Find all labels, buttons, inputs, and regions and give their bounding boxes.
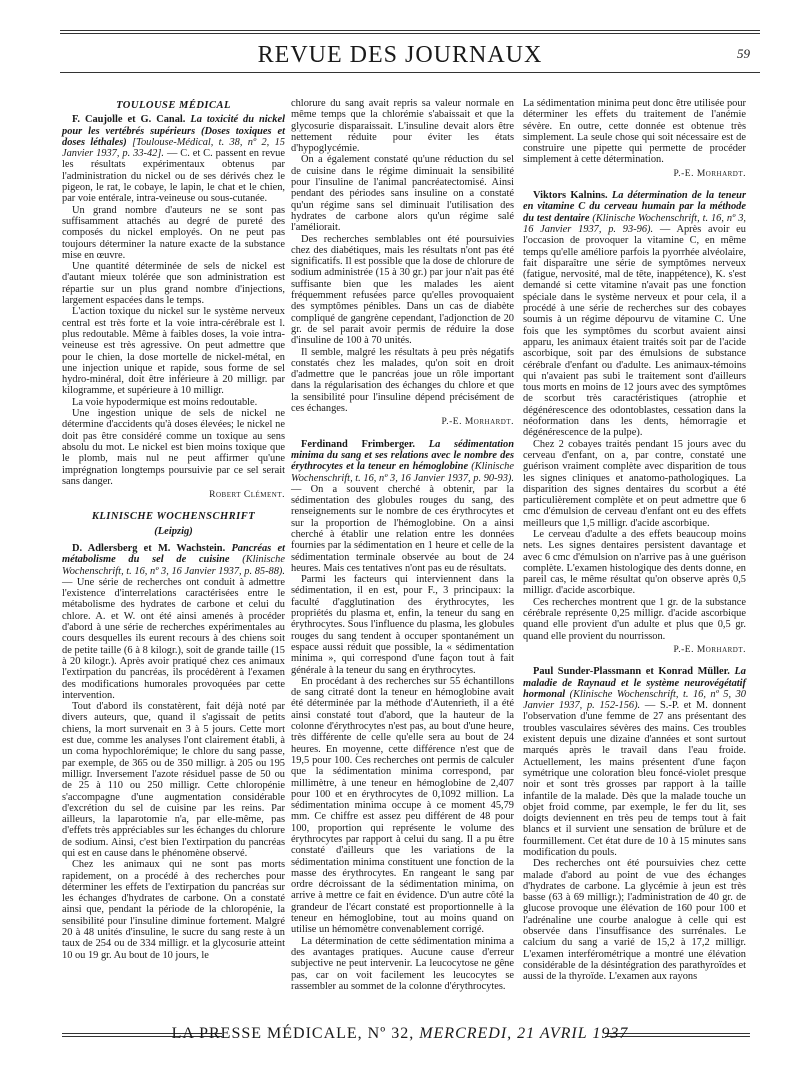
- section-subheading: (Leipzig): [154, 525, 193, 537]
- column-1: [62, 98, 285, 961]
- signature: Robert Clément.: [209, 490, 285, 501]
- paragraph: Tout d'abord ils constatèrent, fait déjà noté par divers auteurs, que, quand il s'agissait de petits chiens, la mort survenait en 3 à 5 jours. Cette mort est due, comme les analyses l'ont clairement établi, à un coma hypochlorémique; le chlore du sang passe, par exemple, de 365 ou de 350 milligr. à 205 ou 195 milligr. Inversement l'azote résiduel passe de 50 ou de 25 à 110 ou 250 milligr. Cette chloropénie s'accompagne d'une augmentation considérable d'excrétion du sel de cuisine par les reins. Par ailleurs, la laparotomie n'a, par elle-même, pas d'effets très appréciables sur les échanges du chlorure de sodium. Ainsi, c'est bien l'extirpation du pancréas qui est en cause dans le phénomène observé.: [62, 701, 285, 859]
- signature: P.-E. Morhardt.: [673, 168, 746, 179]
- article-title: La toxicité du nickel pour les vertébrés supérieurs (Doses toxiques et doses léthales): [62, 114, 285, 148]
- page-number: 59: [737, 46, 750, 61]
- paragraph: Il semble, malgré les résultats à peu près négatifs constatés chez les malades, qu'on soit en droit d'admettre que le pancréas joue un rôle important dans la régularisation des échanges du chlore et que la sensibilité pour l'insuline dépend précisément de ces échanges.: [291, 346, 514, 415]
- column-2: [291, 98, 514, 992]
- paragraph: Une quantité déterminée de sels de nickel est d'autant mieux tolérée que son administration est répartie sur un plus grand nombre d'injections, largement espacées dans le temps.: [62, 261, 285, 307]
- article-title: La sédimentation minima du sang et ses relations avec le nombre des érythrocytes et la teneur en hémoglobine: [291, 438, 514, 473]
- top-rule-2: [60, 33, 760, 34]
- article-authors: Ferdinand Frimberger.: [301, 438, 416, 450]
- running-head: REVUE DES JOURNAUX: [257, 42, 543, 68]
- article-abstract: [523, 666, 746, 858]
- footer-date: MERCREDI, 21 AVRIL 1937: [419, 1025, 629, 1042]
- article-title: La détermination de la teneur en vitamine C du cerveau humain par la méthode du test dentaire: [523, 190, 746, 224]
- article-abstract: [62, 114, 285, 204]
- signature: P.-E. Morhardt.: [441, 417, 514, 428]
- paragraph: La détermination de cette sédimentation minima a des avantages pratiques. Aucune cause d'erreur subjective ne peut intervenir. La leucocytose ne gêne pas, car on voit facilement les leucocytes se rassembler au sommet de la colonne d'érythrocytes.: [291, 935, 514, 992]
- article-source: (Klinische Wochenschrift, t. 16, nº 3, 16 Janvier 1937, p. 93-96).: [523, 212, 747, 235]
- paragraph: Parmi les facteurs qui interviennent dans la sédimentation, il en est, pour F., 3 principaux: la faculté d'agglutination des érythrocytes, les propriétés du plasma et, enfin, la teneur du sang en érythrocytes. Sous l'influence du plasma, les globules rouges du sang tendent à occuper spontanément un espace aussi réduit que possible, la « sédimentation minima », qui correspond d'une façon tout à fait générale à la teneur du sang en érythrocytes.: [291, 574, 514, 676]
- top-rule: [60, 30, 760, 31]
- header-rule: [60, 72, 760, 73]
- page-footer: [0, 1025, 800, 1043]
- signature: P.-E. Morhardt.: [673, 644, 746, 655]
- footer-journal: LA PRESSE MÉDICALE, Nº 32,: [171, 1025, 415, 1042]
- article-title: Pancréas et métabolisme du sel de cuisine: [62, 542, 285, 566]
- paragraph: En procédant à des recherches sur 55 échantillons de sang citraté dont la teneur en hémoglobine avait été déterminée par la méthode d'Autenrieth, il a été ainsi constaté tout d'abord, que la hauteur de la colonne d'érythrocytes n'est pas, au bout d'une heure, très différente de celle qu'elle sera au bout de 24 heures. En moyenne, cette différence n'est que de 19,5 pour 100. Ces recherches ont permis de calculer que la sédimentation minima correspond, par millimètre, à une teneur en hémoglobine de 2,407 pour 100 et en érythrocytes de 0,1092 million. La sédimentation minima occupe à ce moment 45,79 mm. Ce chiffre est assez peu différent de 48 pour 100, proportion qui représente le volume des érythrocytes par rapport à celui du sang. Il a pu être constaté d'ailleurs que les variations de la sédimentation minima constituent une fonction de la masse des érythrocytes. En rangeant le sang par ordre décroissant de la sédimentation minima, on arrive à mettre ce fait en évidence. D'un autre côté la grandeur de l'écart constaté est proportionnelle à la teneur en hémoglobine, tout au moins quand on utilise un hémomètre convenablement corrigé.: [291, 675, 514, 936]
- article-abstract: [291, 439, 514, 575]
- column-3: [523, 98, 746, 983]
- paragraph: Ces recherches montrent que 1 gr. de la substance cérébrale représente 0,25 milligr. d'acide ascorbique quand elle provient d'un adulte et plus que 0,5 gr. quand elle provient du nourrisson.: [523, 596, 746, 642]
- section-heading: KLINISCHE WOCHENSCHRIFT: [91, 511, 256, 523]
- article-authors: Paul Sunder-Plassmann et Konrad Müller.: [533, 666, 730, 678]
- article-authors: F. Caujolle et G. Canal.: [72, 114, 186, 126]
- article-source: [Toulouse-Médical, t. 38, nº 2, 15 Janvier 1937, p. 33-42].: [62, 136, 285, 160]
- paragraph: Des recherches semblables ont été poursuivies chez des diabétiques, mais les résultats n'ont pas été significatifs. Il est possible que la dose de chlorure de sodium administrée (15 à 30 gr.) par jour n'ait pas été suffisante bien que les malades les aient fréquemment refusées parce qu'elles provoquaient des symptômes pénibles. Dans un cas de diabète compliqué de gangrène cependant, l'adjonction de 20 gr. de sel parait avoir permis de réduire la dose d'insuline de 100 à 70 unités.: [291, 233, 514, 347]
- paragraph: — C. et C. passent en revue les résultats expérimentaux obtenus par l'administration du nickel ou de ses dérivés chez le pigeon, le rat, le cobaye, le lapin, le chat et le chien, par voie entérale, intra-veineuse ou sous-cutanée.: [62, 148, 285, 205]
- paragraph: Chez les animaux qui ne sont pas morts rapidement, on a procédé à des recherches pour déterminer les effets de l'extirpation du pancréas sur les échanges d'hydrates de carbone. On a constaté ainsi que, pendant la période de la chloropénie, la sensibilité pour l'insuline diminue fortement. Malgré 20 à 48 unités d'insuline, le sucre du sang reste à un taux de 254 ou de 334 milligr. et la glycosurie atteint 10 ou 19 gr. Au bout de 10 jours, le: [62, 859, 285, 961]
- paragraph: — Une série de recherches ont conduit à admettre l'existence d'interrelations caractérisées entre le métabolisme des hydrates de carbone et celui du chlore. A. et W. ont été ainsi amenés à procéder d'abord à une série de recherches expérimentales au cours desquelles ils eurent recours à des chiens soit de petite taille (6 à 8 kilogr.), soit de grande taille (15 à 20 kilogr.). Après avoir pratiqué chez ces animaux l'extirpation du pancréas, ils procédèrent à l'examen des modifications humorales provoquées par cette intervention.: [62, 576, 285, 701]
- paragraph: Un grand nombre d'auteurs ne se sont pas suffisamment attachés au degré de pureté des composés du nickel employés. On ne peut pas toujours déterminer la nature exacte de la substance mise en œuvre.: [62, 204, 285, 261]
- paragraph: chlorure du sang avait repris sa valeur normale en même temps que la chlorémie s'abaissait et que la glycosurie disparaissait. L'insuline devait alors être nettement réduite pour éviter les états d'hypoglycémie.: [291, 98, 514, 155]
- paragraph: L'action toxique du nickel sur le système nerveux central est très forte et la voie intra-cérébrale est l. plus redoutable. Même à faibles doses, la voie intra-veineuse est très agressive. On peut admettre que pour le chien, la dose mortelle de nickel-métal, en une injection unique et rapide, sous forme de sel hydro-minéral, doit être inférieure à 20 milligr. par kilogramme, et supérieure à 10 milligr.: [62, 306, 285, 397]
- article-title: La maladie de Raynaud et le système neurovégétatif hormonal: [523, 666, 746, 700]
- article-authors: D. Adlersberg et M. Wachstein.: [72, 542, 226, 554]
- paragraph: La voie hypodermique est moins redoutable.: [72, 396, 258, 408]
- paragraph: La sédimentation minima peut donc être utilisée pour déterminer les effets du traitement de l'anémie sévère. En outre, cette donnée est obtenue très simplement. La seule chose qui soit nécessaire est de construire une pipette qui permette de procéder simplement à cette détermination.: [523, 98, 746, 166]
- article-source: (Klinische Wochenschrift, t. 16, nº 3, 16 Janvier 1937, p. 85-88).: [62, 554, 285, 577]
- paragraph: — S.-P. et M. donnent l'observation d'une femme de 27 ans présentant des troubles vasculaires sévères des mains. Ces troubles existent depuis une dizaine d'années et sont surtout marqués après le travail dans l'eau froide. Actuellement, les mains présentent d'une façon symétrique une coloration bleu foncé-violet presque noir et sont très grosses par rapport à la taille infantile de la malade. Dès que la malade touche un objet froid comme, par exemple, le fer du lit, ses doigts deviennent en très peu de temps tout à fait blancs et il survient une sensation de brûlure et de fourmillement. Cet état dure de 10 à 15 minutes sans modification du pouls.: [523, 700, 747, 858]
- paragraph: Le cerveau d'adulte a des effets beaucoup moins nets. Les signes dentaires persistent davantage et avec 6 cmc d'émulsion on n'arrive pas à une guérison complète. L'examen histologique des dents donne, en pareil cas, le même résultat qu'on observe après 0,5 milligr. d'acide ascorbique.: [523, 528, 746, 597]
- section-heading: TOULOUSE MÉDICAL: [116, 100, 231, 111]
- article-authors: Viktors Kalnins.: [533, 190, 608, 202]
- paragraph: — On a souvent cherché à obtenir, par la sédimentation des globules rouges du sang, des renseignements sur le nombre de ces érythrocytes et sur la proportion de l'hémoglobine. On a ainsi cherché à établir une relation entre les données fournies par la sédimentation en 1 heure et celle de la sédimentation terminale observée au bout de 24 heures. Mais ces tentatives n'ont pas eu de résultats.: [291, 483, 514, 574]
- paragraph: — Après avoir eu l'occasion de provoquer la vitamine C, en même temps qu'elle améliore parfois la pyorrhée alvéolaire, fait disparaître une série de symptômes nerveux (fatigue, nervosité, mal de tête, inappétence), K. s'est demandé si cette vitamine n'avait pas une fonction spéciale dans le système nerveux et pour cela, il a procédé à une série de recherches sur des cobayes soumis à un régime dépourvu de vitamine C. Une fois que les symptômes du scorbut avaient ainsi apparu, les animaux étaient traités soit par de l'acide ascorbique, soit par des émulsions de substance cérébrale d'enfant ou d'adulte. Les animaux-témoins qui n'avaient pas subi le traitement sont d'ailleurs tous morts en moins de 12 jours avec des symptômes de scorbut très caractéristiques (atrophie et dégénérescence des odontoblastes, cessation dans la néoformation dans les dents, hémorragie et dégénérescence de la pulpe).: [523, 223, 746, 439]
- paragraph: Chez 2 cobayes traités pendant 15 jours avec du cerveau d'enfant, on a, par contre, constaté une guérison vraiment complète avec disparition de tous les signes cliniques et anatomo-pathologiques. La disparition des signes dentaires du scorbut a été particulièrement complète et on peut admettre que 6 cmc d'émulsion de cerveau d'enfant ont eu des effets meilleurs que 1,5 milligr. d'acide ascorbique.: [523, 438, 746, 529]
- paragraph: Des recherches ont été poursuivies chez cette malade d'abord au point de vue des échanges d'hydrates de carbone. La glycémie à jeun est très basse (63 à 69 milligr.); l'administration de 40 gr. de glucose provoque une élévation de 160 pour 100 et l'adrénaline une courbe analogue à celle qui est observée dans l'insuffisance des surrénales. Le calcium du sang a varié de 15,2 à 17,2 milligr. L'examen interférométrique a montré une élévation considérable de la désintégration des parathyroïdes et aussi de la thyroïde. L'examen aux rayons: [523, 858, 746, 983]
- article-abstract: [523, 190, 746, 439]
- paragraph: Une ingestion unique de sels de nickel ne détermine d'accidents qu'à doses élevées; le nickel ne doit pas être considéré comme un toxique au sens absolu du mot. Le nickel est bien moins toxique que le plomb, mais nul ne peut affirmer qu'une imprégnation longtemps poursuivie par ce sel serait sans danger.: [62, 408, 285, 487]
- article-source: (Klinische Wochenschrift, t. 16, nº 3, 16 Janvier 1937, p. 90-93).: [291, 461, 514, 484]
- article-source: (Klinische Wochenschrift, t. 16, nº 5, 30 Janvier 1937, p. 152-156).: [523, 688, 746, 712]
- paragraph: On a également constaté qu'une réduction du sel de cuisine dans le régime diminuait la sensibilité pour l'insuline de l'animal pancréatectomisé. Ainsi pendant des périodes sans insuline on a constaté qu'un régime sans sel diminuait l'utilisation des hydrates de carbone alors qu'un régime salé l'améliorait.: [291, 154, 514, 234]
- article-abstract: [62, 543, 285, 701]
